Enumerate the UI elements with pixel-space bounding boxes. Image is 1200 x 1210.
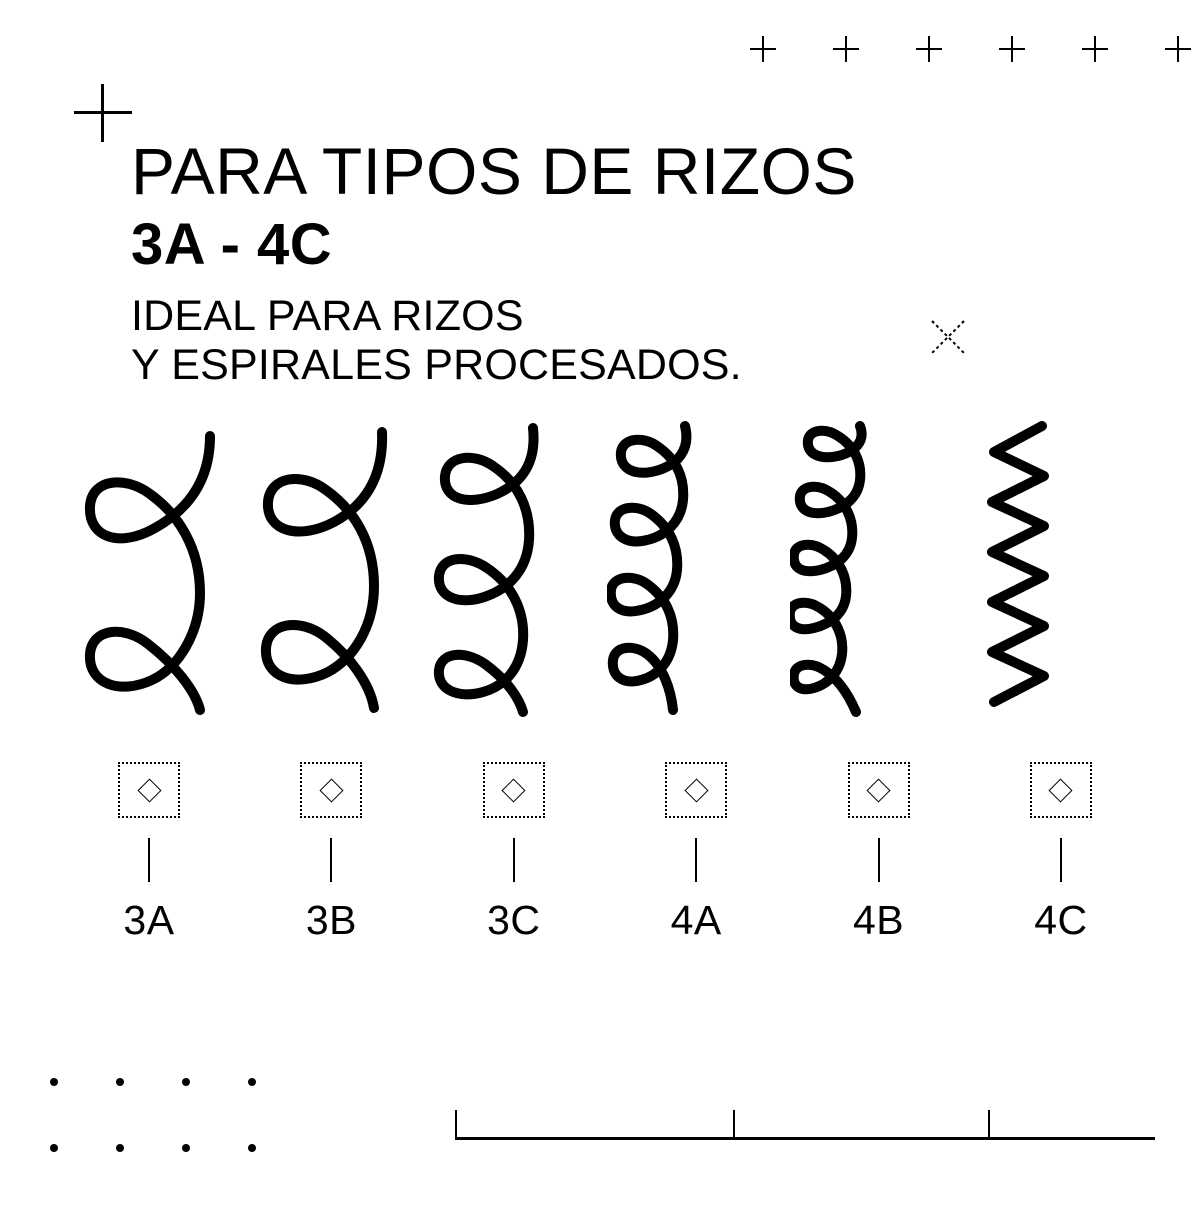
plus-icon [1165, 36, 1191, 62]
list-item [242, 762, 420, 941]
list-item [972, 762, 1150, 941]
page-title: PARA TIPOS DE RIZOS [131, 134, 857, 208]
connector-tick [330, 838, 332, 882]
ruler-tick [733, 1110, 735, 1140]
diamond-icon [684, 778, 708, 802]
x-cross-icon [928, 317, 968, 357]
dot-icon [182, 1078, 190, 1086]
diamond-icon [1049, 778, 1073, 802]
curl-label-row [60, 762, 1150, 941]
ruler-baseline [455, 1137, 1155, 1140]
decor-ruler [455, 1108, 1155, 1148]
heading-block [131, 134, 857, 390]
curl-graphic-4b [790, 418, 968, 718]
connector-tick [878, 838, 880, 882]
page-subtitle-bold: 3A - 4C [131, 212, 333, 277]
diamond-icon [137, 778, 161, 802]
curl-label: 4B [852, 897, 905, 943]
curl-graphic-3c [425, 418, 603, 718]
diamond-marker-box [300, 762, 362, 818]
plus-icon [1082, 36, 1108, 62]
connector-tick [695, 838, 697, 882]
plus-icon [999, 36, 1025, 62]
curl-label: 3C [487, 897, 541, 943]
diamond-marker-box [848, 762, 910, 818]
connector-tick [1060, 838, 1062, 882]
diamond-marker-box [1030, 762, 1092, 818]
plus-icon [74, 84, 132, 142]
curl-illustration-row [60, 418, 1150, 718]
diamond-marker-box [118, 762, 180, 818]
diamond-marker-box [483, 762, 545, 818]
diamond-icon [502, 778, 526, 802]
decor-plus-row [750, 36, 1191, 62]
curl-label: 3A [123, 897, 175, 943]
ruler-tick [988, 1110, 990, 1140]
ruler-tick [455, 1110, 457, 1140]
connector-tick [148, 838, 150, 882]
curl-graphic-4c [972, 418, 1150, 718]
decor-dot-grid [50, 1078, 314, 1210]
curl-label: 3B [305, 897, 357, 943]
plus-icon [750, 36, 776, 62]
list-item [425, 762, 603, 941]
curl-label: 4A [670, 897, 722, 943]
curl-label: 4C [1034, 897, 1088, 943]
list-item [60, 762, 238, 941]
dot-icon [116, 1078, 124, 1086]
description-line-2: Y ESPIRALES PROCESADOS. [131, 341, 742, 389]
description-line-1: IDEAL PARA RIZOS [131, 292, 524, 340]
list-item [790, 762, 968, 941]
list-item [607, 762, 785, 941]
dot-icon [248, 1144, 256, 1152]
curl-graphic-3b [242, 418, 420, 718]
dot-icon [182, 1144, 190, 1152]
plus-icon [916, 36, 942, 62]
dot-icon [248, 1078, 256, 1086]
diamond-marker-box [665, 762, 727, 818]
curl-graphic-4a [607, 418, 785, 718]
diamond-icon [319, 778, 343, 802]
dot-icon [50, 1144, 58, 1152]
curl-graphic-3a [60, 418, 238, 718]
connector-tick [513, 838, 515, 882]
plus-icon [833, 36, 859, 62]
dot-icon [50, 1078, 58, 1086]
diamond-icon [867, 778, 891, 802]
dot-icon [116, 1144, 124, 1152]
